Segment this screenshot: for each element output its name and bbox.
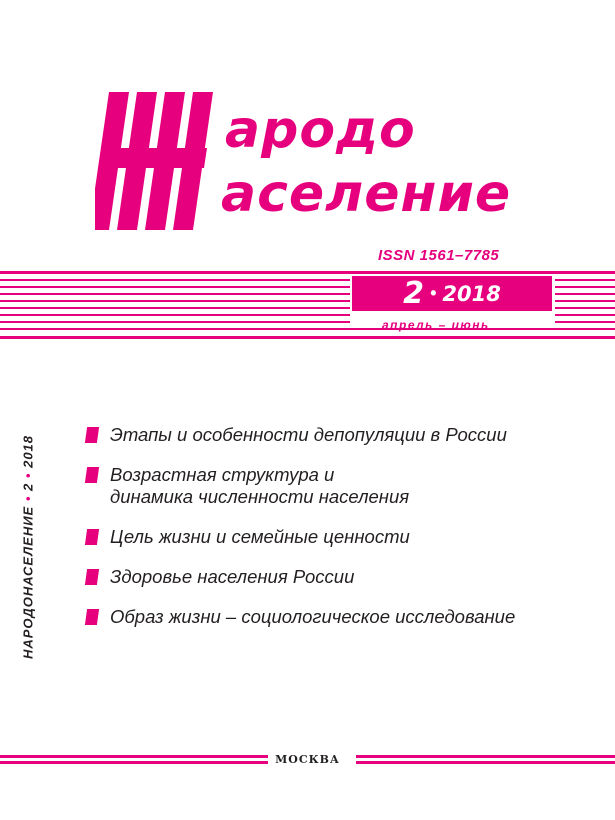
contents-item-text: Здоровье населения России <box>110 566 355 587</box>
issue-badge <box>352 276 552 311</box>
contents-item-text: Образ жизни – социологическое исследование <box>110 606 516 627</box>
contents-item <box>86 464 586 508</box>
spine-dot: • <box>20 472 36 479</box>
issue-number: 2 <box>403 276 425 311</box>
stripe-line <box>555 286 615 288</box>
stripe-line <box>0 328 615 330</box>
stripe-line <box>555 279 615 281</box>
stripe-line <box>0 293 350 295</box>
spine-title: НАРОДОНАСЕЛЕНИЕ <box>20 505 36 660</box>
stripe-line <box>0 271 615 274</box>
spine-year: 2018 <box>20 434 36 468</box>
bullet-marker-icon <box>85 609 99 625</box>
spine-number: 2 <box>20 482 36 491</box>
contents-item-text: Цель жизни и семейные ценности <box>110 526 410 547</box>
logo-word-bottom: аселение <box>221 164 512 224</box>
contents-item <box>86 424 586 446</box>
logo-word-top: ародо <box>225 100 416 160</box>
stripe-line <box>0 314 350 316</box>
journal-logo <box>95 92 535 230</box>
logo-double-h-mark <box>95 92 223 230</box>
bullet-marker-icon <box>85 569 99 585</box>
stripe-line <box>0 307 350 309</box>
issn-number: ISSN 1561–7785 <box>378 247 500 264</box>
bullet-marker-icon <box>85 529 99 545</box>
contents-item-text: Возрастная структура и <box>110 464 335 485</box>
issue-period: апрель – июнь <box>382 318 490 332</box>
bullet-marker-icon <box>85 427 99 443</box>
contents-item-text: динамика численности населения <box>110 486 410 507</box>
stripe-line <box>0 336 615 339</box>
stripe-line <box>0 300 350 302</box>
contents-list <box>86 424 586 646</box>
stripe-line <box>0 321 350 323</box>
issue-separator: • <box>430 283 437 303</box>
bullet-marker-icon <box>85 467 99 483</box>
spine-label <box>20 392 36 702</box>
spine-dot: • <box>20 495 36 502</box>
contents-item <box>86 526 586 548</box>
stripe-line <box>555 300 615 302</box>
stripe-line <box>0 279 350 281</box>
stripe-line <box>555 314 615 316</box>
stripe-line <box>555 293 615 295</box>
contents-item-text: Этапы и особенности депопуляции в России <box>110 424 507 445</box>
stripe-line <box>555 321 615 323</box>
stripe-line <box>0 286 350 288</box>
contents-item <box>86 566 586 588</box>
publisher-city: МОСКВА <box>275 753 340 766</box>
issue-year: 2018 <box>442 281 501 306</box>
contents-item <box>86 606 586 628</box>
stripe-line <box>555 307 615 309</box>
